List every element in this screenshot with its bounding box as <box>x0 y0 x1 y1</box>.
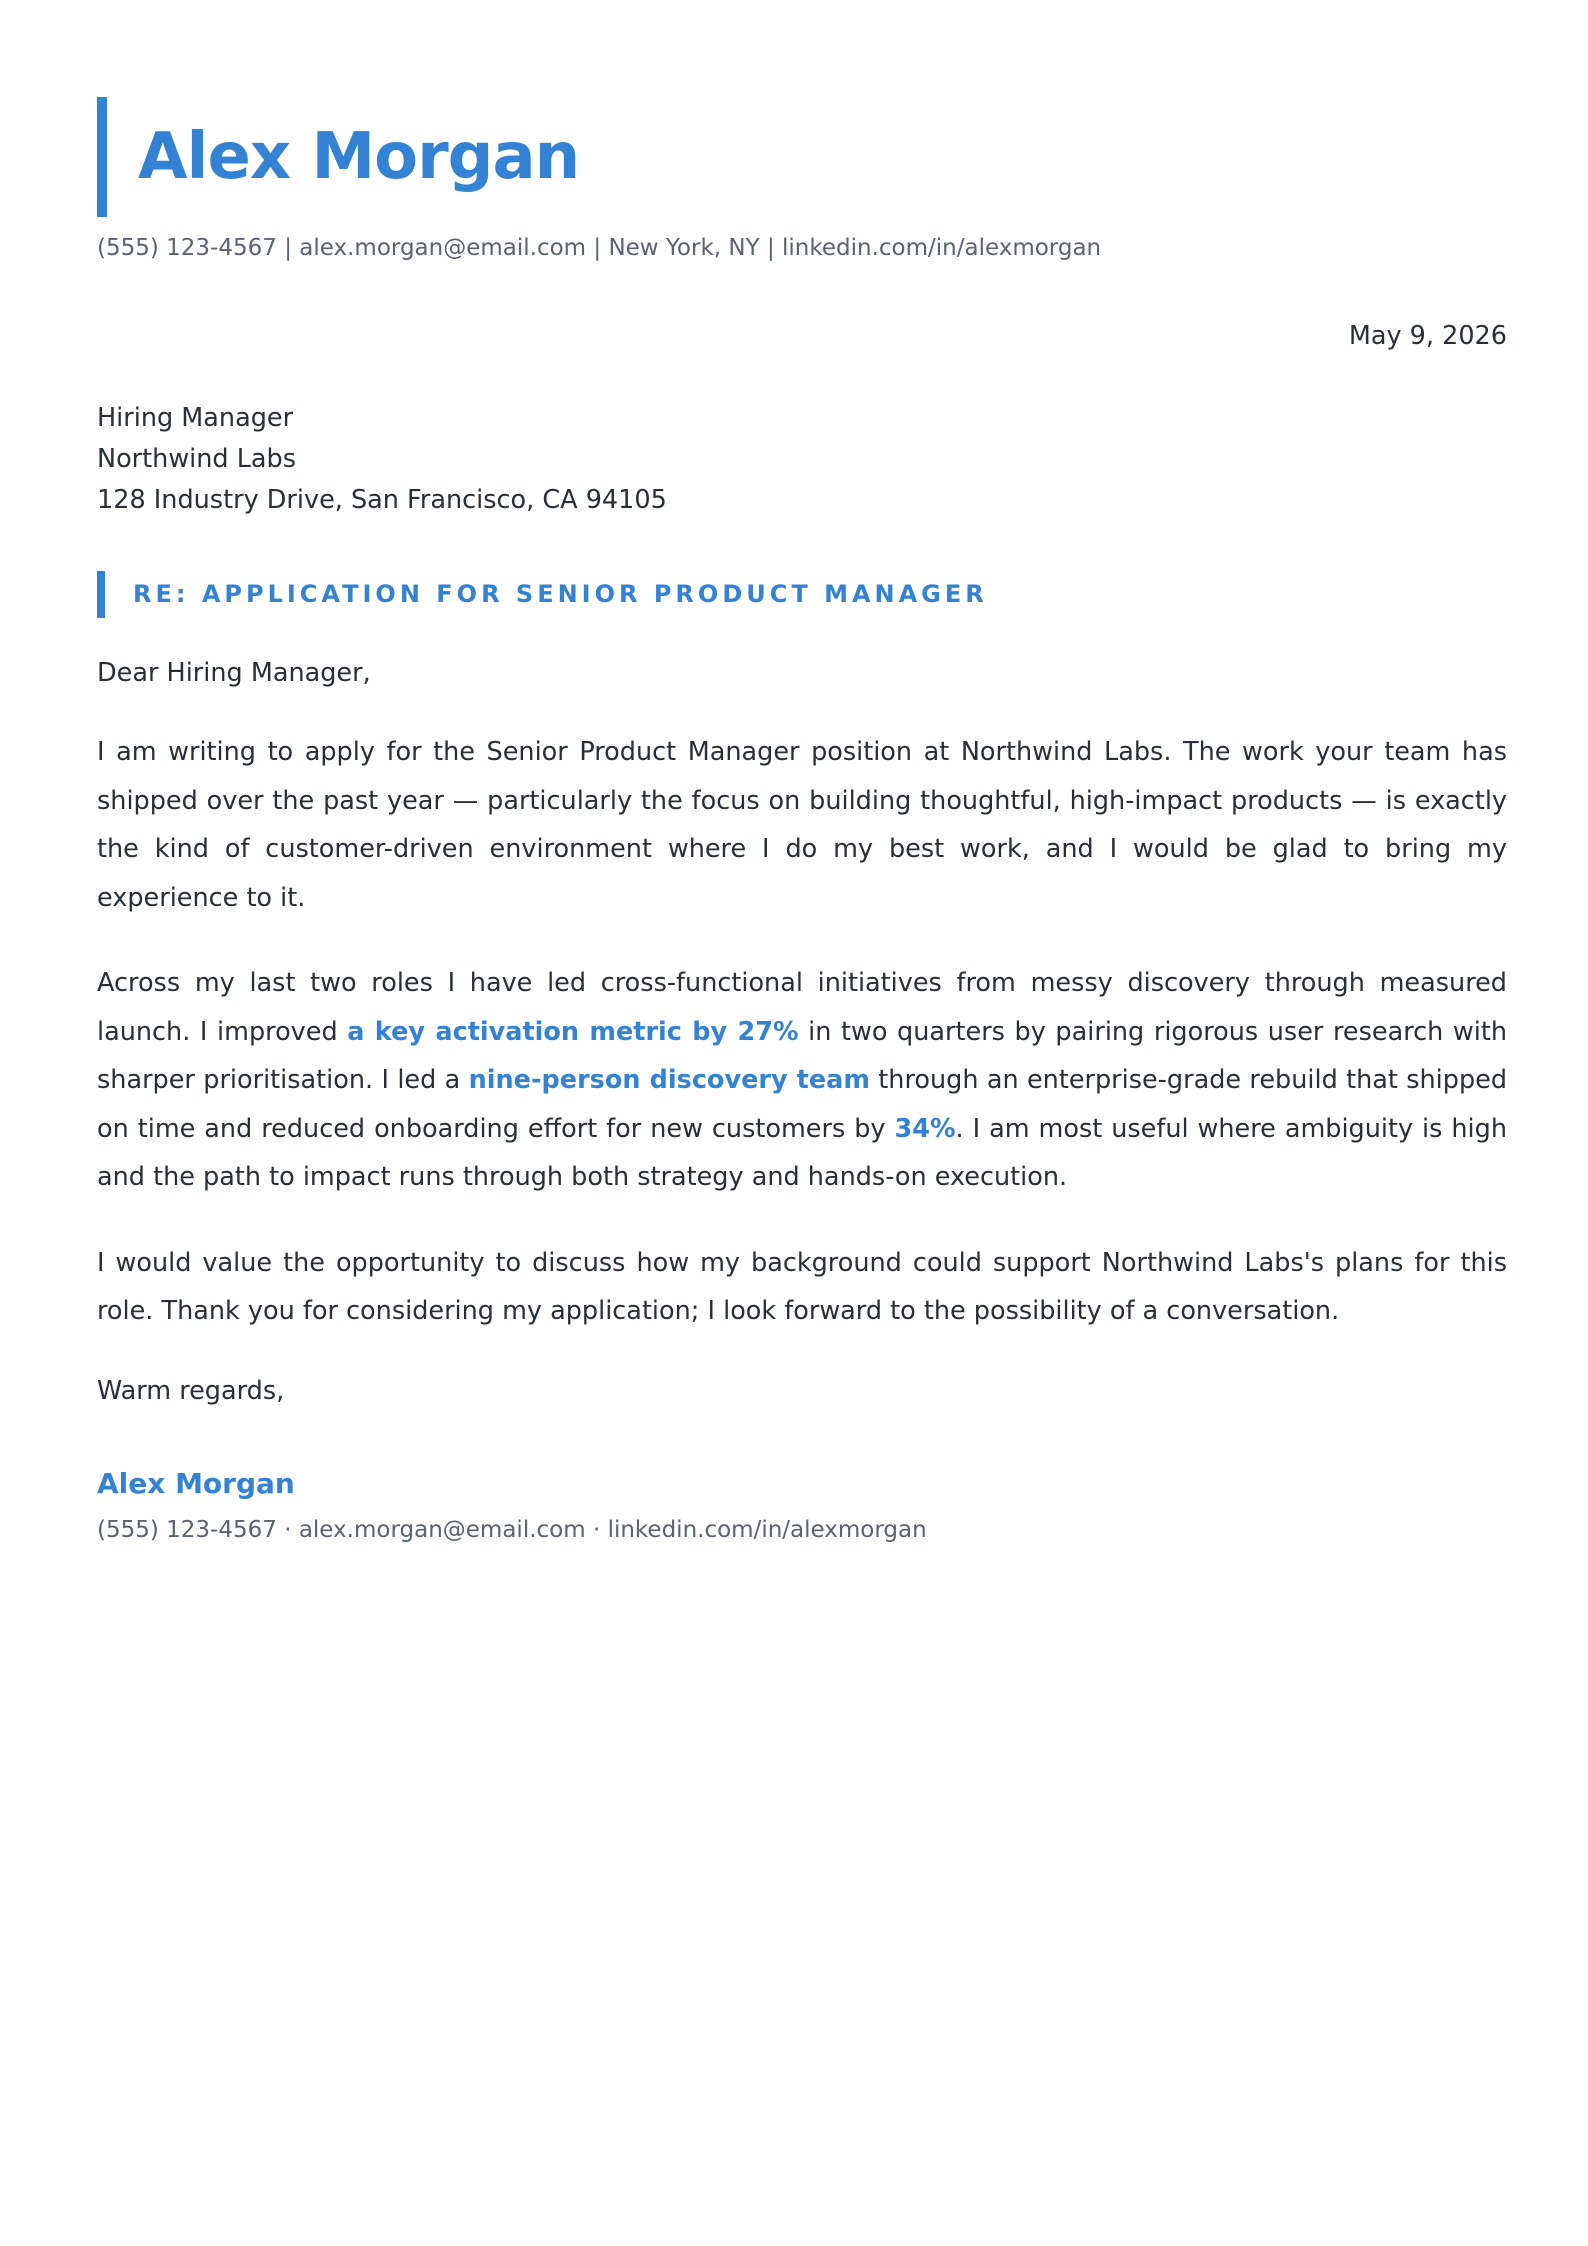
recipient-company: Northwind Labs <box>97 444 297 474</box>
paragraph-2-text: in two quarters by pairing rigorous user research with sharper prioritisation. I led a <box>97 1016 1507 1095</box>
cover-letter-page <box>97 0 1507 1546</box>
highlight-onboarding-reduction: 34% <box>894 1113 956 1144</box>
subject-accent-bar <box>97 571 105 618</box>
signature-name: Alex Morgan <box>97 1466 295 1500</box>
recipient-address: 128 Industry Drive, San Francisco, CA 94105 <box>97 485 667 515</box>
body-paragraph-1: I am writing to apply for the Senior Product Manager position at Northwind Labs. The work your team has shipped over the past year — particularly the focus on building thoughtful, high-impact products — is exactly the kind of customer-driven environment where I do my best work, and I would be glad to bring my experience to it. <box>97 737 1507 913</box>
body-paragraph-3: I would value the opportunity to discuss how my background could support Northwind Labs's plans for this role. Thank you for considering my application; I look forward to the possibility of a conversation. <box>97 1247 1507 1326</box>
highlight-activation-metric: a key activation metric by 27% <box>347 1016 799 1047</box>
paragraph-2-text: . I am most useful where ambiguity is high and the path to impact runs through both strategy and hands-on execution. <box>97 1113 1507 1192</box>
signature-contact-line: (555) 123-4567 · alex.morgan@email.com · linkedin.com/in/alexmorgan <box>97 1516 927 1543</box>
subject-text: RE: APPLICATION FOR SENIOR PRODUCT MANAGER <box>133 580 988 608</box>
salutation: Dear Hiring Manager, <box>97 658 371 688</box>
applicant-name: Alex Morgan <box>138 120 580 194</box>
header-accent-bar <box>97 97 107 217</box>
closing: Warm regards, <box>97 1375 285 1406</box>
recipient-block <box>97 398 1507 521</box>
paragraph-2-text: Across my last two roles I have led cross-functional initiatives from messy discovery through measured launch. I improved <box>97 968 1507 1047</box>
subject-line <box>97 571 1507 618</box>
body-paragraph-2 <box>97 959 1507 1202</box>
paragraph-2-text: through an enterprise-grade rebuild that shipped on time and reduced onboarding effort for new customers by <box>97 1065 1508 1144</box>
letter-header <box>97 97 1507 217</box>
header-contact-line: (555) 123-4567 | alex.morgan@email.com | New York, NY | linkedin.com/in/alexmorgan <box>97 235 1102 261</box>
recipient-title: Hiring Manager <box>97 403 294 433</box>
letter-date: May 9, 2026 <box>1348 321 1507 351</box>
highlight-discovery-team: nine-person discovery team <box>468 1065 870 1095</box>
